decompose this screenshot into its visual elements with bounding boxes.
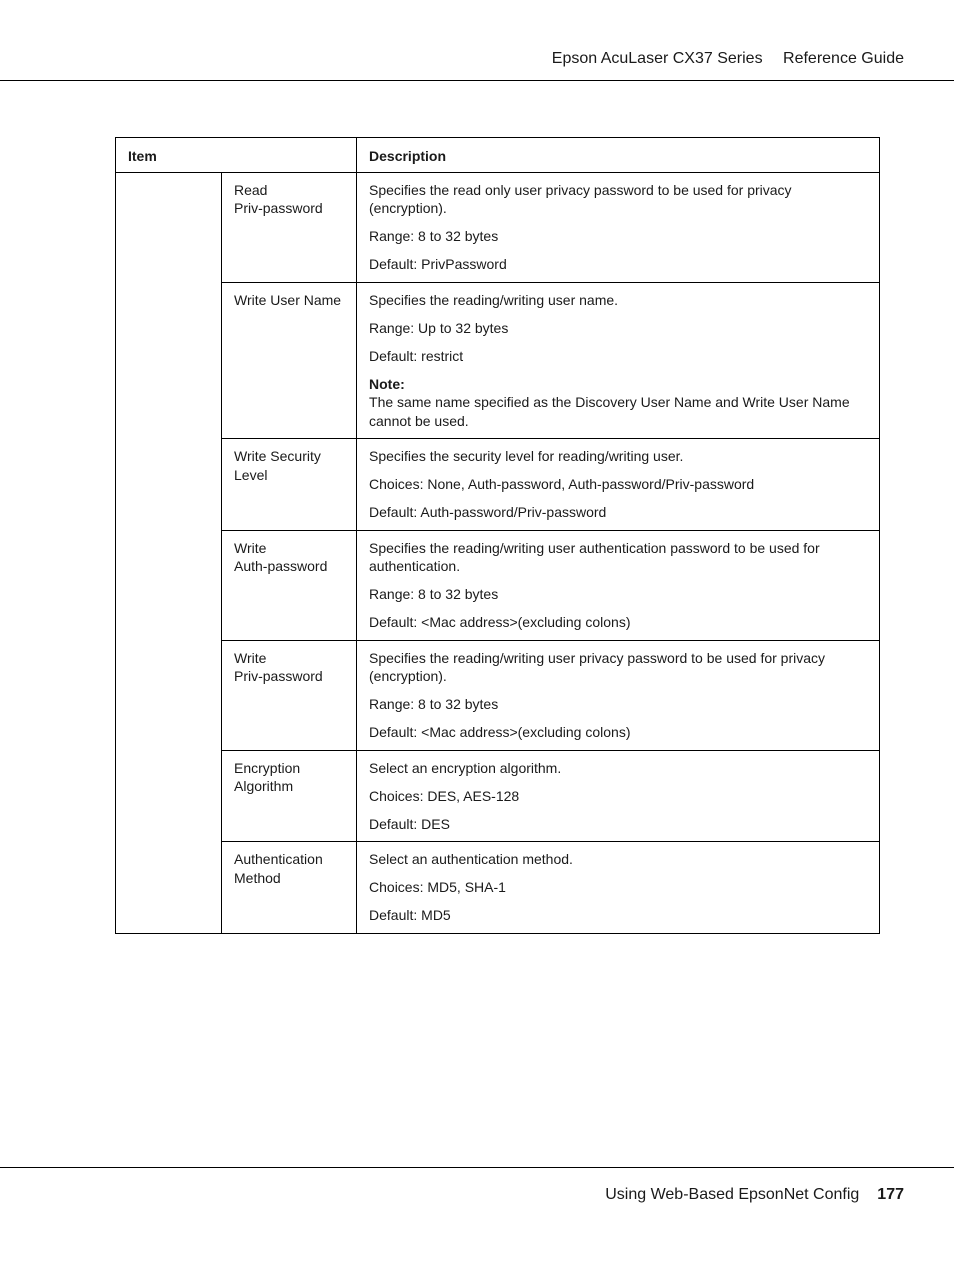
table-header-row: [116, 138, 880, 173]
description-text: Specifies the reading/writing user name.: [369, 291, 619, 308]
default-text: Default: PrivPassword: [369, 256, 507, 272]
description-text: Select an authentication method.: [369, 851, 573, 867]
default-text: Default: <Mac address>(excluding colons): [369, 614, 631, 630]
page-number: 177: [877, 1186, 904, 1203]
default-text: Default: restrict: [369, 347, 464, 364]
table-row: [116, 439, 880, 531]
item-description: [357, 282, 880, 439]
range-text: Range: 8 to 32 bytes: [369, 586, 499, 602]
item-header: Item: [116, 138, 357, 173]
settings-table: [115, 137, 880, 934]
item-description: [357, 842, 880, 934]
item-name: Encryption Algorithm: [222, 750, 357, 842]
item-name: Write Security Level: [222, 439, 357, 531]
range-text: Range: 8 to 32 bytes: [369, 696, 499, 712]
section-title: Using Web-Based EpsonNet Config: [605, 1186, 860, 1203]
note-text: The same name specified as the Discovery User Name and Write User Name cannot be used.: [369, 394, 850, 429]
parent-item-cell: [116, 172, 222, 933]
description-text: Specifies the reading/writing user privacy password to be used for privacy (encryption).: [369, 649, 826, 684]
page-header: [552, 50, 904, 68]
footer-rule: [0, 1167, 954, 1168]
choices-text: Choices: None, Auth-password, Auth-password/Priv-password: [369, 476, 755, 492]
item-name: Write Auth-password: [222, 530, 357, 640]
default-text: Default: <Mac address>(excluding colons): [369, 724, 631, 740]
item-name: Authentication Method: [222, 842, 357, 934]
product-name: Epson AcuLaser CX37 Series: [551, 50, 763, 67]
table-row: [116, 750, 880, 842]
description-text: Specifies the reading/writing user authentication password to be used for authentication.: [369, 539, 820, 574]
header-rule: [0, 80, 954, 81]
item-description: [357, 750, 880, 842]
page-footer: [605, 1186, 904, 1204]
description-text: Specifies the read only user privacy password to be used for privacy (encryption).: [369, 181, 792, 216]
description-header: Description: [357, 138, 880, 173]
choices-text: Choices: DES, AES-128: [369, 787, 520, 804]
table-row: [116, 530, 880, 640]
default-text: Default: Auth-password/Priv-password: [369, 504, 607, 520]
item-description: [357, 439, 880, 531]
item-name: Read Priv-password: [222, 172, 357, 282]
item-description: [357, 530, 880, 640]
description-text: Specifies the security level for reading/writing user.: [369, 448, 684, 464]
table-row: [116, 172, 880, 282]
item-name: Write Priv-password: [222, 640, 357, 750]
note: [369, 375, 871, 431]
item-name: Write User Name: [222, 282, 357, 439]
default-text: Default: MD5: [369, 907, 451, 923]
table-row: [116, 640, 880, 750]
choices-text: Choices: MD5, SHA-1: [369, 879, 506, 895]
table-row: [116, 282, 880, 439]
item-description: [357, 172, 880, 282]
default-text: Default: DES: [369, 815, 450, 832]
note-title: Note:: [369, 375, 405, 392]
guide-name: Reference Guide: [783, 50, 904, 67]
item-description: [357, 640, 880, 750]
description-text: Select an encryption algorithm.: [369, 759, 562, 776]
range-text: Range: Up to 32 bytes: [369, 319, 509, 336]
range-text: Range: 8 to 32 bytes: [369, 228, 499, 244]
table-row: [116, 842, 880, 934]
